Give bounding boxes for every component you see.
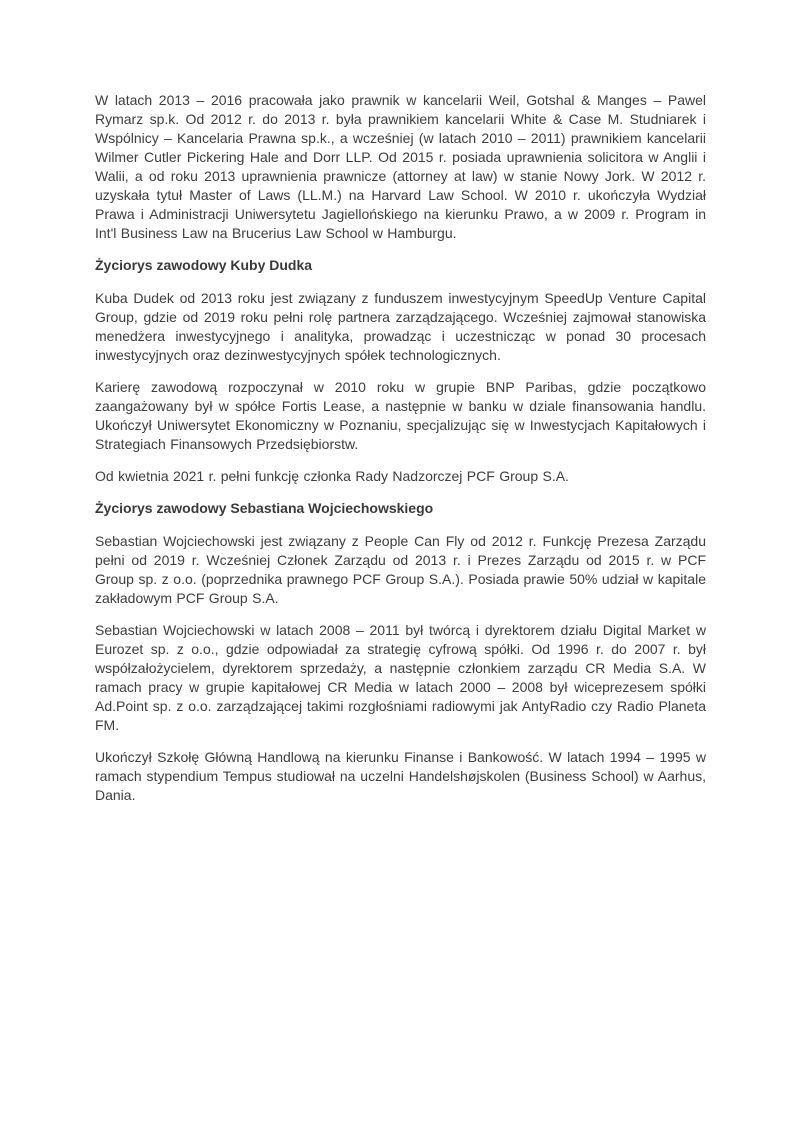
body-paragraph: Sebastian Wojciechowski jest związany z People Can Fly od 2012 r. Funkcję Prezesa Zarządu pełni od 2019 r. Wcześniej Członek Zarządu od 2013 r. i Prezes Zarządu od 2015 r. w PCF Group sp. z o.o. (poprzednika prawnego PCF Group S.A.). Posiada prawie 50% udział w kapitale zakładowym PCF Group S.A. <box>95 533 706 606</box>
body-paragraph: Kuba Dudek od 2013 roku jest związany z funduszem inwestycyjnym SpeedUp Venture Capital Group, gdzie od 2019 roku pełni rolę partnera zarządzającego. Wcześniej zajmował stanowiska menedżera inwestycyjnego i analityka, prowadząc i uczestnicząc w ponad 30 procesach inwestycyjnych oraz dezinwestycyjnych spółek technologicznych. <box>95 290 706 363</box>
body-paragraph: Sebastian Wojciechowski w latach 2008 – 2011 był twórcą i dyrektorem działu Digital Market w Eurozet sp. z o.o., gdzie odpowiadał za strategię cyfrową spółki. Od 1996 r. do 2007 r. był współzałożycielem, dyrektorem sprzedaży, a następnie członkiem zarządu CR Media S.A. W ramach pracy w grupie kapitałowej CR Media w latach 2000 – 2008 był wiceprezesem spółki Ad.Point sp. z o.o. zarządzającej takimi rozgłośniami radiowymi jak AntyRadio czy Radio Planeta FM. <box>95 622 706 733</box>
section-heading-sebastian-wojciechowski: Życiorys zawodowy Sebastiana Wojciechowskiego <box>95 500 434 516</box>
body-paragraph: W latach 2013 – 2016 pracowała jako prawnik w kancelarii Weil, Gotshal & Manges – Pawel Rymarz sp.k. Od 2012 r. do 2013 r. była prawnikiem kancelarii White & Case M. Studniarek i Wspólnicy – Kancelaria Prawna sp.k., a wcześniej (w latach 2010 – 2011) prawnikiem kancelarii Wilmer Cutler Pickering Hale and Dorr LLP. Od 2015 r. posiada uprawnienia solicitora w Anglii i Walii, a od roku 2013 uprawnienia prawnicze (attorney at law) w stanie Nowy Jork. W 2012 r. uzyskała tytuł Master of Laws (LL.M.) na Harvard Law School. W 2010 r. ukończyła Wydział Prawa i Administracji Uniwersytetu Jagiellońskiego na kierunku Prawo, a w 2009 r. Program in Int'l Business Law na Brucerius Law School w Hamburgu. <box>95 92 706 241</box>
body-paragraph: Od kwietnia 2021 r. pełni funkcję członka Rady Nadzorczej PCF Group S.A. <box>95 468 569 484</box>
section-heading-kuba-dudek: Życiorys zawodowy Kuby Dudka <box>95 257 313 273</box>
body-paragraph: Ukończył Szkołę Główną Handlową na kierunku Finanse i Bankowość. W latach 1994 – 1995 w ramach stypendium Tempus studiował na uczelni Handelshøjskolen (Business School) w Aarhus, Dania. <box>95 749 706 803</box>
body-paragraph: Karierę zawodową rozpoczynał w 2010 roku w grupie BNP Paribas, gdzie początkowo zaangażowany był w spółce Fortis Lease, a następnie w banku w dziale finansowania handlu. Ukończył Uniwersytet Ekonomiczny w Poznaniu, specjalizując się w Inwestycjach Kapitałowych i Strategiach Finansowych Przedsiębiorstw. <box>95 379 706 452</box>
